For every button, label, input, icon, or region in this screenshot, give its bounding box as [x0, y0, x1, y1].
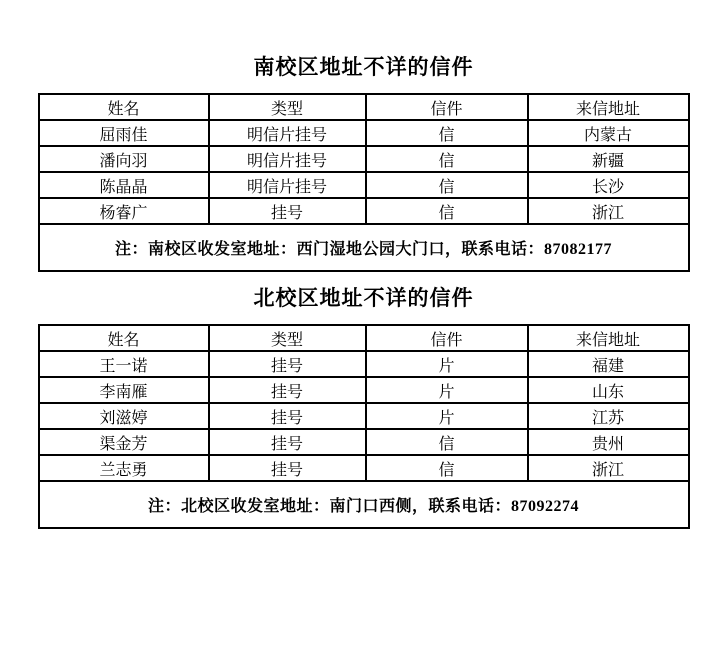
- table-row: [39, 120, 689, 146]
- table-row: [39, 377, 689, 403]
- table-cell: 福建: [528, 351, 689, 377]
- table-row: [39, 455, 689, 481]
- table-cell: 兰志勇: [39, 455, 209, 481]
- table-cell: 挂号: [209, 351, 366, 377]
- table-cell: 陈晶晶: [39, 172, 209, 198]
- table-body: [39, 351, 689, 481]
- table-cell: 长沙: [528, 172, 689, 198]
- table-cell: 渠金芳: [39, 429, 209, 455]
- table-cell: 片: [366, 377, 528, 403]
- table-cell: 明信片挂号: [209, 120, 366, 146]
- table-row: [39, 198, 689, 224]
- table-row: [39, 172, 689, 198]
- table-cell: 片: [366, 403, 528, 429]
- table-row: [39, 146, 689, 172]
- column-header: 信件: [366, 94, 528, 120]
- north-campus-table: [38, 324, 690, 529]
- table-cell: 贵州: [528, 429, 689, 455]
- table-row: [39, 403, 689, 429]
- south-campus-note: 注：南校区收发室地址：西门湿地公园大门口，联系电话：87082177: [39, 224, 689, 271]
- table-cell: 潘向羽: [39, 146, 209, 172]
- table-cell: 片: [366, 351, 528, 377]
- table-cell: 信: [366, 198, 528, 224]
- table-cell: 王一诺: [39, 351, 209, 377]
- section-north-campus: [0, 284, 727, 529]
- table-cell: 挂号: [209, 455, 366, 481]
- header-row: [39, 94, 689, 120]
- table-cell: 屈雨佳: [39, 120, 209, 146]
- document-page: [0, 53, 727, 657]
- table-cell: 山东: [528, 377, 689, 403]
- note-row: [39, 224, 689, 271]
- column-header: 类型: [209, 325, 366, 351]
- table-cell: 挂号: [209, 198, 366, 224]
- column-header: 来信地址: [528, 94, 689, 120]
- table-cell: 挂号: [209, 429, 366, 455]
- south-campus-table: [38, 93, 690, 272]
- table-cell: 信: [366, 172, 528, 198]
- table-cell: 明信片挂号: [209, 146, 366, 172]
- table-cell: 明信片挂号: [209, 172, 366, 198]
- table-cell: 新疆: [528, 146, 689, 172]
- table-cell: 刘滋婷: [39, 403, 209, 429]
- table-cell: 信: [366, 146, 528, 172]
- note-row: [39, 481, 689, 528]
- table-cell: 浙江: [528, 455, 689, 481]
- table-cell: 信: [366, 120, 528, 146]
- north-campus-note: 注：北校区收发室地址：南门口西侧，联系电话：87092274: [39, 481, 689, 528]
- table-cell: 挂号: [209, 403, 366, 429]
- table-cell: 信: [366, 429, 528, 455]
- column-header: 姓名: [39, 325, 209, 351]
- table-cell: 江苏: [528, 403, 689, 429]
- table-body: [39, 120, 689, 224]
- table-cell: 杨睿广: [39, 198, 209, 224]
- column-header: 信件: [366, 325, 528, 351]
- table-cell: 李南雁: [39, 377, 209, 403]
- column-header: 类型: [209, 94, 366, 120]
- header-row: [39, 325, 689, 351]
- column-header: 来信地址: [528, 325, 689, 351]
- column-header: 姓名: [39, 94, 209, 120]
- table-cell: 挂号: [209, 377, 366, 403]
- table-cell: 信: [366, 455, 528, 481]
- section-south-campus: [0, 53, 727, 272]
- south-campus-title: 南校区地址不详的信件: [253, 55, 474, 79]
- table-row: [39, 429, 689, 455]
- table-cell: 浙江: [528, 198, 689, 224]
- north-campus-title: 北校区地址不详的信件: [253, 286, 474, 310]
- table-cell: 内蒙古: [528, 120, 689, 146]
- table-row: [39, 351, 689, 377]
